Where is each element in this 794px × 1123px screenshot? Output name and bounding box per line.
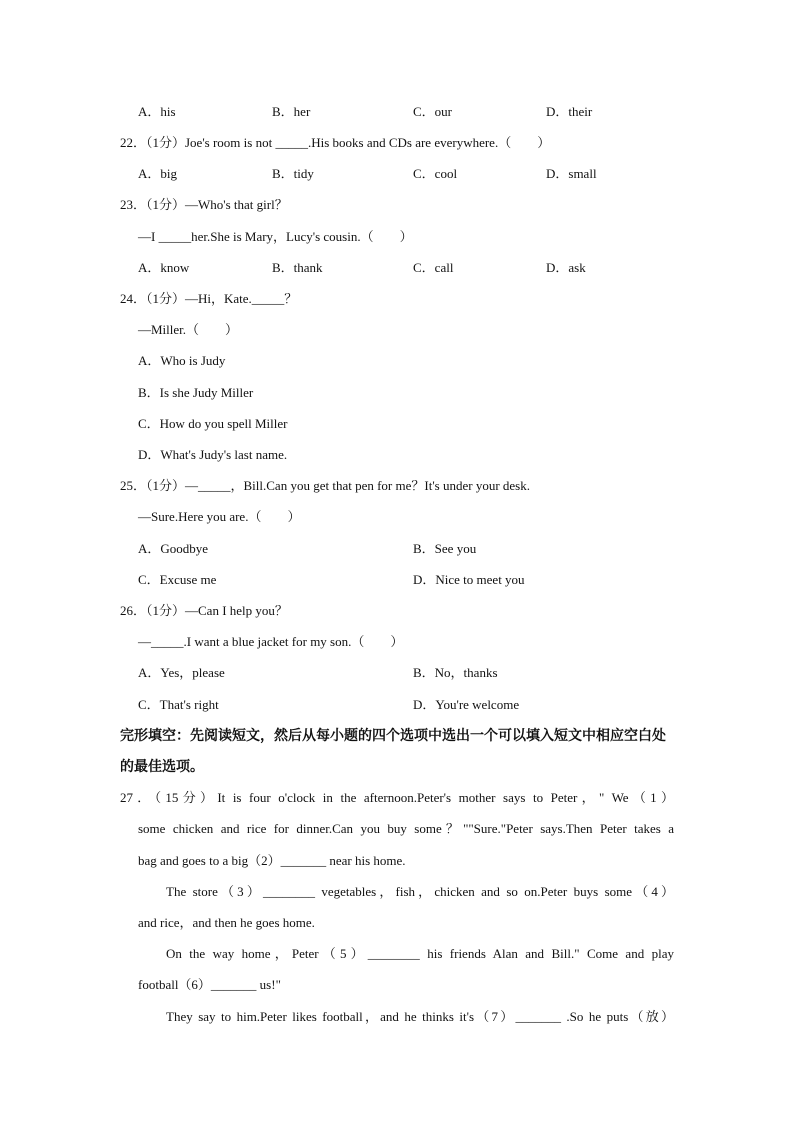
q24-option-d: D．What's Judy's last name. (138, 447, 288, 462)
q27-passage-line-4: The store（3）________ vegetables，fish，chicken and so on.Peter buys some（4） (166, 884, 674, 899)
q26-option-b: B．No，thanks (413, 665, 498, 680)
q27-passage-line-3: bag and goes to a big（2）_______ near his home. (138, 853, 406, 868)
q25-option-b: B．See you (413, 541, 477, 556)
q21-option-a: A．his (138, 104, 176, 119)
q27-passage-line-2: some chicken and rice for dinner.Can you buy some？""Sure."Peter says.Then Peter takes a (138, 821, 674, 836)
q25-dialog-line: —Sure.Here you are.（ ） (138, 509, 301, 524)
q25-option-a: A．Goodbye (138, 541, 209, 556)
q21-option-b: B．her (272, 104, 311, 119)
q25-option-d: D．Nice to meet you (413, 572, 525, 587)
q22-option-b: B．tidy (272, 166, 314, 181)
cloze-section-heading: 完形填空：先阅读短文，然后从每小题的四个选项中选出一个可以填入短文中相应空白处 (120, 728, 666, 744)
q23-option-a: A．know (138, 260, 190, 275)
q23-option-d: D．ask (546, 260, 586, 275)
q23-option-b: B．thank (272, 260, 323, 275)
q24-option-a: A．Who is Judy (138, 353, 226, 368)
q22-stem: 22．（1分）Joe's room is not _____.His books and CDs are everywhere.（ ） (120, 135, 551, 150)
q26-dialog-line: —_____.I want a blue jacket for my son.（ ） (138, 634, 404, 649)
q27-passage-line-6: On the way home，Peter（5）________ his friends Alan and Bill." Come and play (166, 946, 674, 961)
q26-option-a: A．Yes，please (138, 665, 225, 680)
q24-stem: 24．（1分）—Hi，Kate._____？ (120, 291, 298, 306)
q24-option-c: C．How do you spell Miller (138, 416, 288, 431)
q27-passage-line-8: They say to him.Peter likes football，and he thinks it's（7）_______ .So he puts（放） (166, 1009, 674, 1024)
q23-stem: 23．（1分）—Who's that girl？ (120, 197, 288, 212)
q21-option-d: D．their (546, 104, 593, 119)
q26-option-c: C．That's right (138, 697, 219, 712)
q26-option-d: D．You're welcome (413, 697, 520, 712)
q26-stem: 26．（1分）—Can I help you？ (120, 603, 288, 618)
q27-passage-line-5: and rice，and then he goes home. (138, 915, 315, 930)
q24-option-b: B．Is she Judy Miller (138, 385, 254, 400)
q27-passage-line-1: 27．（15分）It is four o'clock in the afternoon.Peter's mother says to Peter，" We（1） (120, 790, 674, 805)
q22-option-c: C．cool (413, 166, 458, 181)
q22-option-d: D．small (546, 166, 597, 181)
q24-dialog-line: —Miller.（ ） (138, 322, 239, 337)
q25-stem: 25．（1分）—_____，Bill.Can you get that pen for me？It's under your desk. (120, 478, 530, 493)
q27-passage-line-7: football（6）_______ us!" (138, 977, 281, 992)
q23-option-c: C．call (413, 260, 454, 275)
q25-option-c: C．Excuse me (138, 572, 217, 587)
cloze-section-heading-cont: 的最佳选项。 (120, 759, 204, 775)
q22-option-a: A．big (138, 166, 178, 181)
q23-dialog-line: —I _____her.She is Mary，Lucy's cousin.（ ） (138, 229, 413, 244)
q21-option-c: C．our (413, 104, 453, 119)
